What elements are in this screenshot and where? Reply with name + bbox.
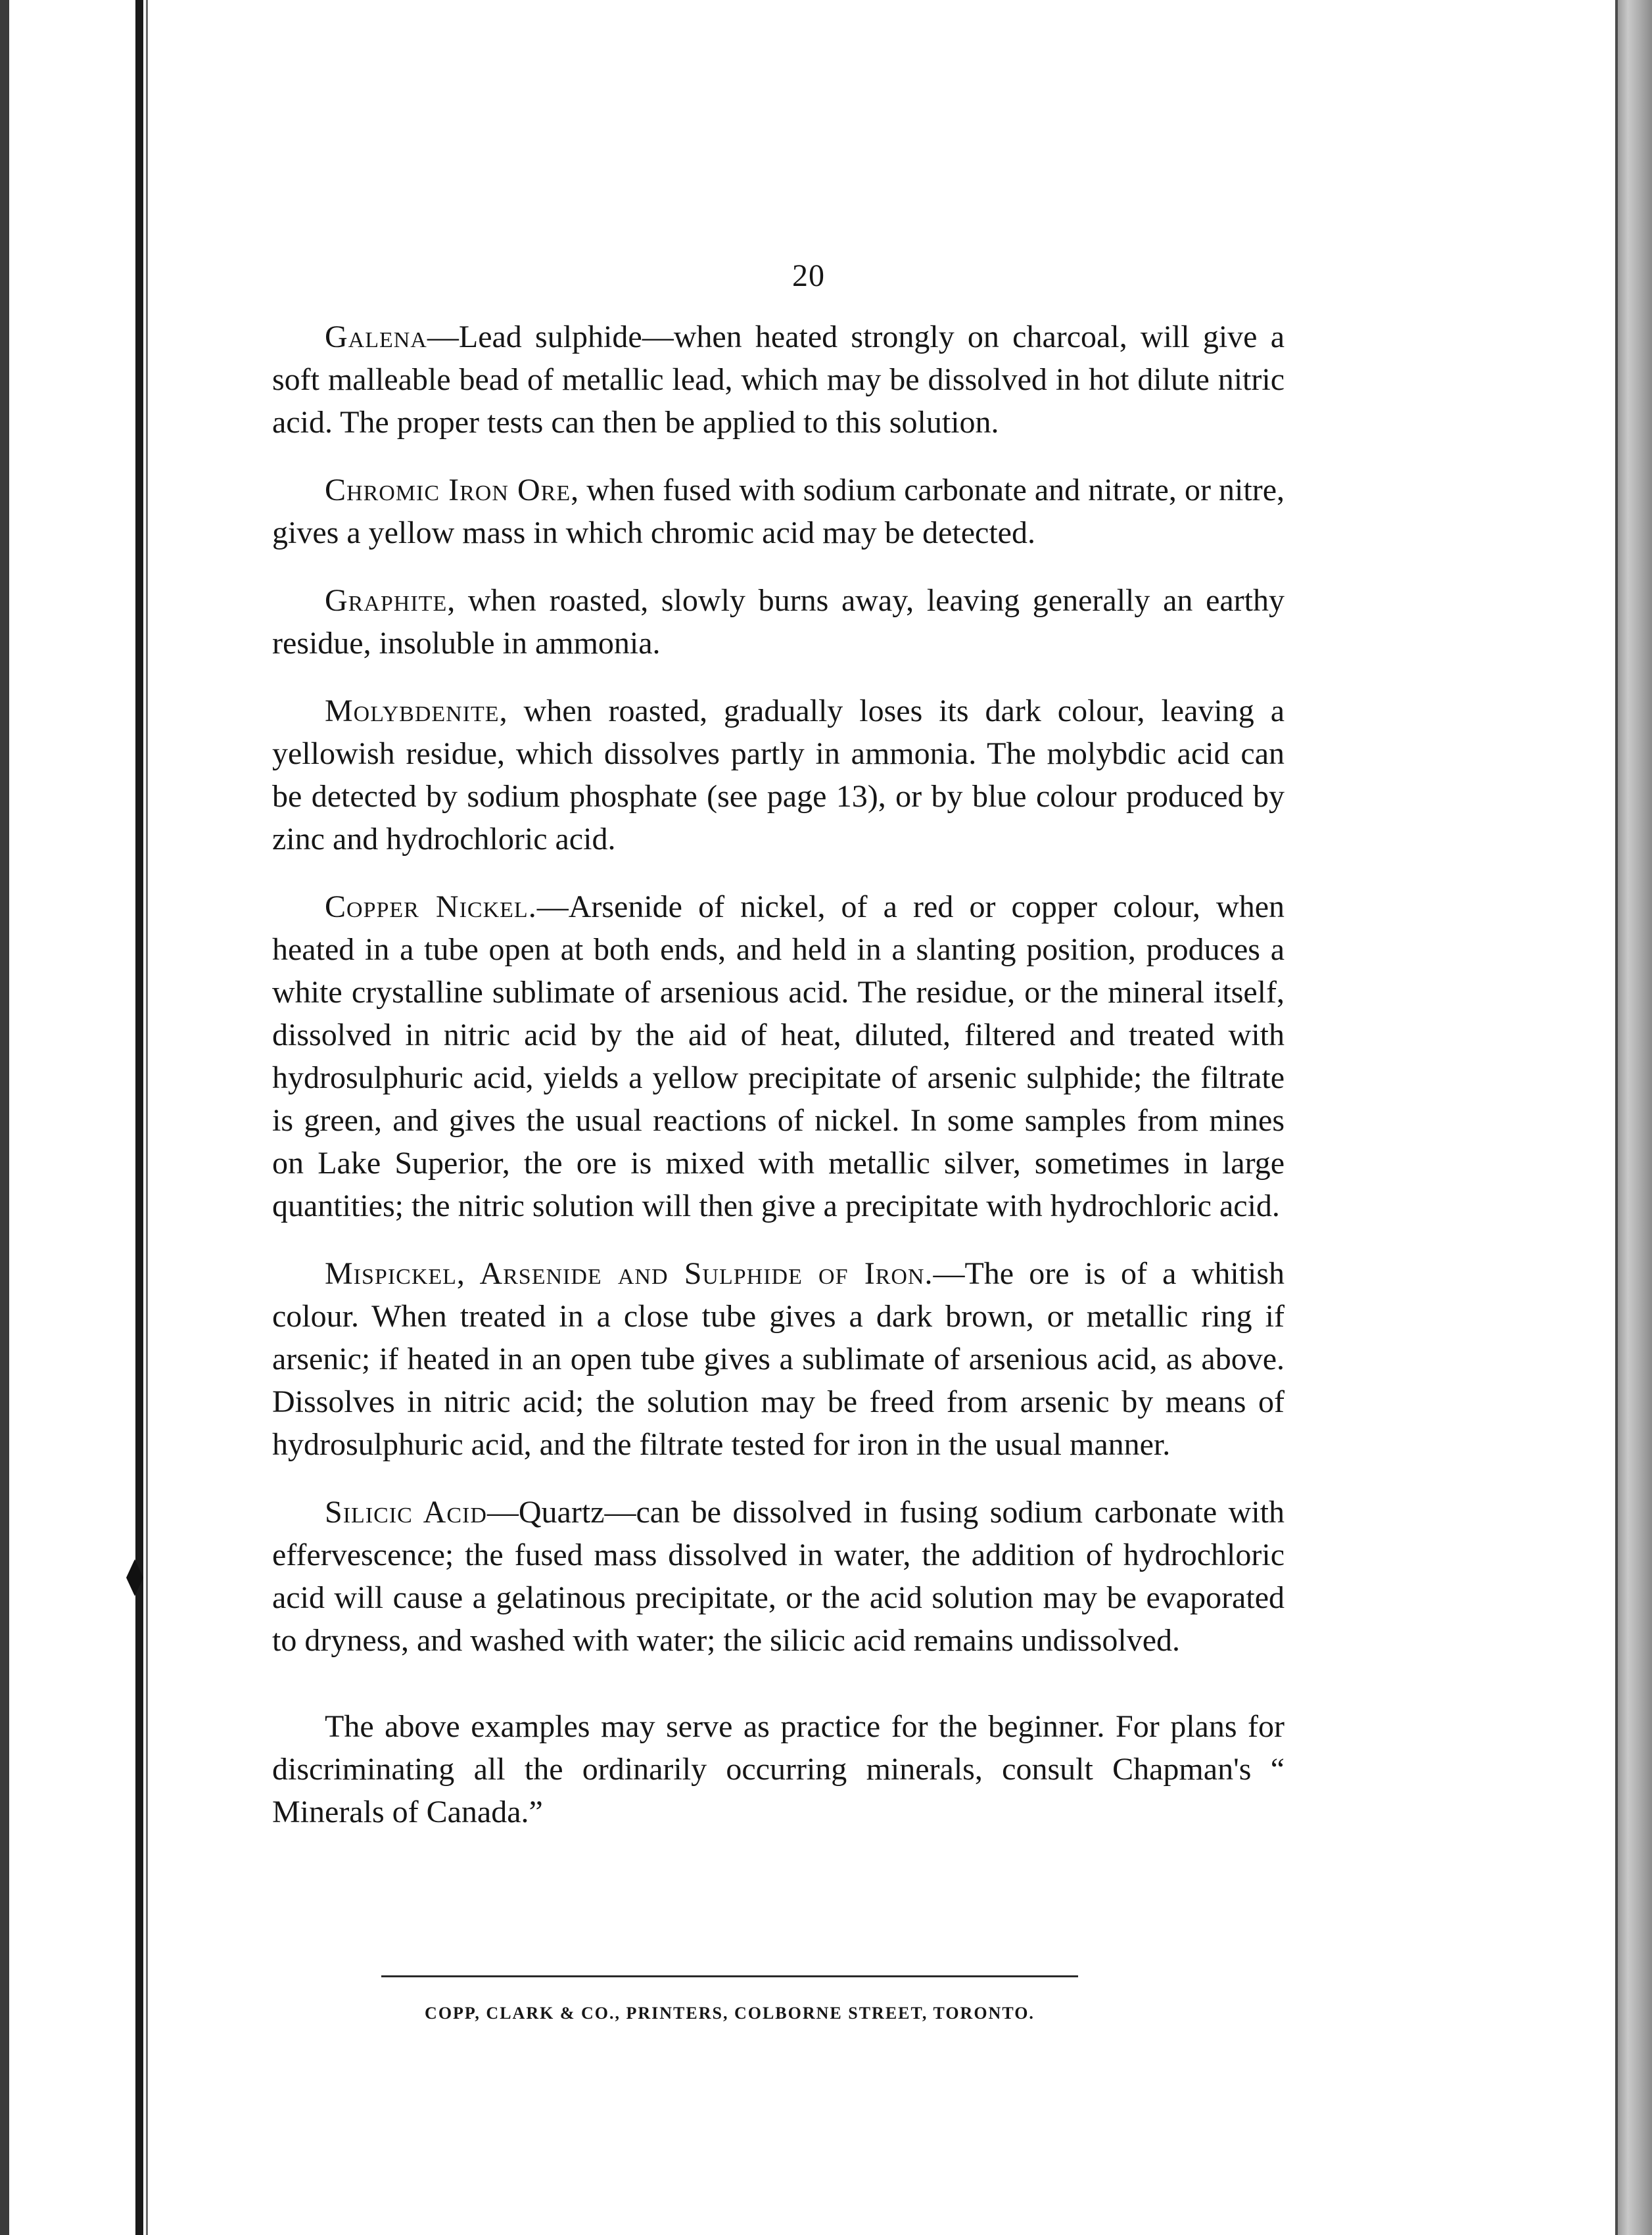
page-binding-edge-inner	[146, 0, 148, 2235]
footer-rule	[381, 1975, 1078, 1977]
paragraph-text: , when roasted, gradually loses its dark colour, leaving a yellowish residue, which dissolves partly in ammonia. The molybdic acid can be detected by sodium phosphate (see page 13), or by blue colour produced by zinc and hydrochloric acid.	[272, 694, 1285, 857]
paragraph-text: , when fused with sodium carbonate and nitrate, or nitre, gives a yellow mass in which chromic acid may be detected.	[272, 473, 1285, 550]
mineral-name: Galena	[325, 319, 427, 354]
paragraph-copper-nickel	[272, 885, 1285, 1227]
paragraph-galena	[272, 316, 1285, 444]
scan-left-margin	[0, 0, 9, 2235]
paragraph-text: —Lead sulphide—when heated strongly on charcoal, will give a soft malleable bead of metallic lead, which may be dissolved in hot dilute nitric acid. The proper tests can then be applied to this solution.	[272, 319, 1285, 440]
paragraph-graphite	[272, 579, 1285, 665]
paragraph-text: —The ore is of a whitish colour. When treated in a close tube gives a dark brown, or metallic ring if arsenic; if heated in an open tube gives a sublimate of arsenious acid, as above. Dissolves in nitric acid; the solution may be freed from arsenic by means of hydrosulphuric acid, and the filtrate tested for iron in the usual manner.	[272, 1256, 1285, 1462]
mineral-name: Silicic Acid	[325, 1495, 487, 1530]
paragraph-text: , when roasted, slowly burns away, leaving generally an earthy residue, insoluble in ammonia.	[272, 583, 1285, 661]
paragraph-chromic-iron-ore	[272, 469, 1285, 554]
paragraph-text: —Quartz—can be dissolved in fusing sodium carbonate with effervescence; the fused mass dissolved in water, the addition of hydrochloric acid will cause a gelatinous precipitate, or the acid solution may be evaporated to dryness, and washed with water; the silicic acid remains undissolved.	[272, 1495, 1285, 1658]
page-right-edge	[1618, 0, 1652, 2235]
closing-paragraph: The above examples may serve as practice for the beginner. For plans for discriminating all the ordinarily occurring minerals, consult Chapman's “ Minerals of Canada.”	[272, 1709, 1285, 1829]
paragraph-molybdenite	[272, 690, 1285, 860]
paragraph-mispickel	[272, 1252, 1285, 1466]
page-body	[272, 316, 1285, 1858]
paragraph-silicic-acid	[272, 1491, 1285, 1662]
mineral-name: Mispickel, Arsenide and Sulphide of Iron.	[325, 1256, 933, 1291]
printer-colophon: COPP, CLARK & CO., PRINTERS, COLBORNE STREET, TORONTO.	[425, 2004, 1035, 2023]
mineral-name: Graphite	[325, 583, 448, 618]
mineral-name: Copper Nickel.	[325, 889, 537, 924]
page-number: 20	[792, 258, 825, 293]
page-binding-edge	[135, 0, 143, 2235]
paragraph-text: —Arsenide of nickel, of a red or copper colour, when heated in a tube open at both ends, and held in a slanting position, produces a white crystalline sublimate of arsenious acid. The residue, or the mineral itself, dissolved in nitric acid by the aid of heat, diluted, filtered and treated with hydrosulphuric acid, yields a yellow precipitate of arsenic sulphide; the filtrate is green, and gives the usual reactions of nickel. In some samples from mines on Lake Superior, the ore is mixed with metallic silver, sometimes in large quantities; the nitric solution will then give a precipitate with hydrochloric acid.	[272, 889, 1285, 1223]
mineral-name: Chromic Iron Ore	[325, 473, 571, 507]
mineral-name: Molybdenite	[325, 694, 500, 728]
